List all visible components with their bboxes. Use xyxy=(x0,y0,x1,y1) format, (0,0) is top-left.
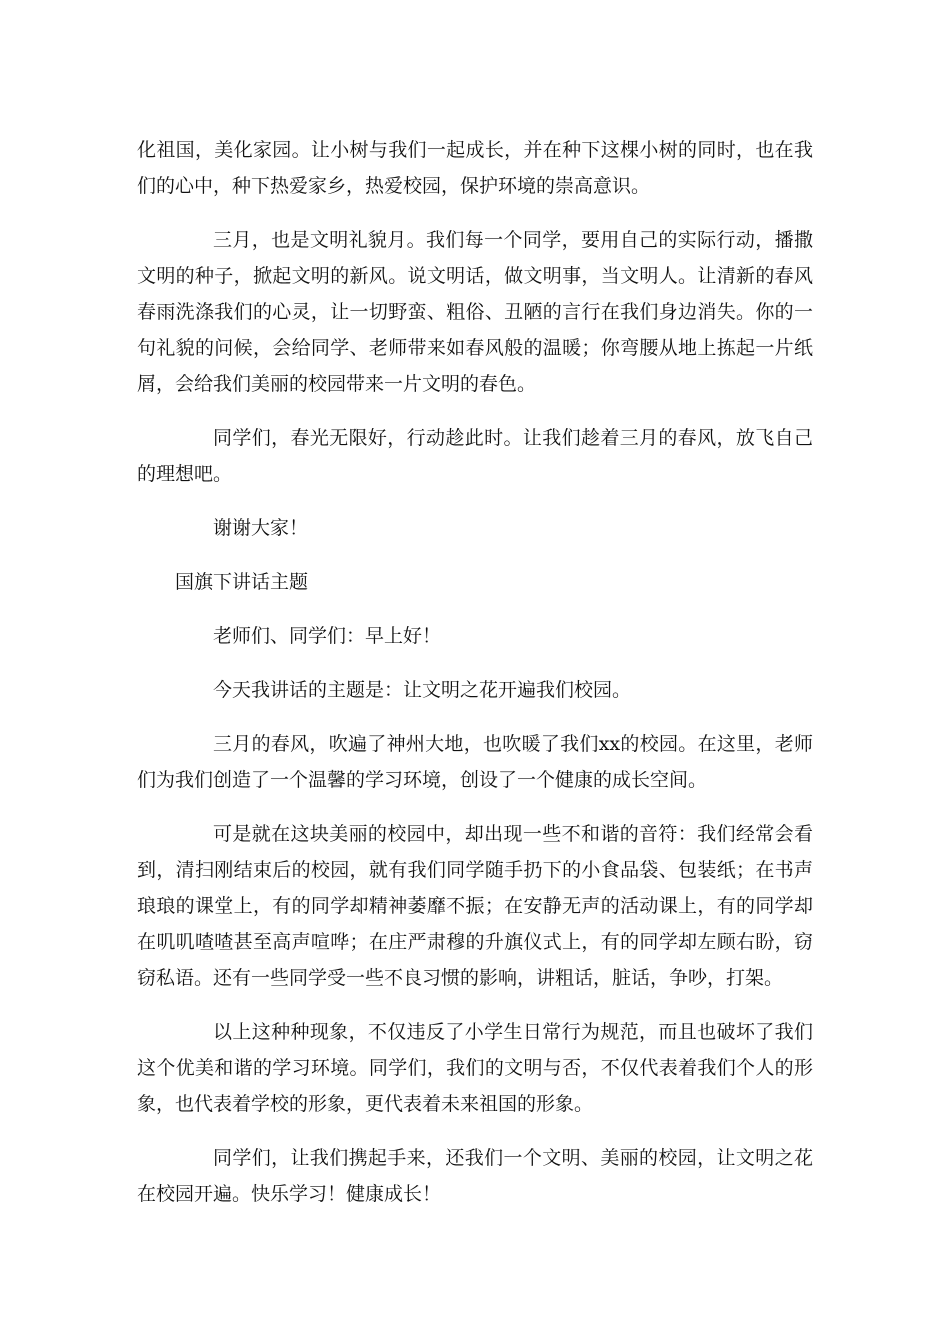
paragraph-thanks: 谢谢大家！ xyxy=(213,517,309,539)
paragraph-civility-month: 三月，也是文明礼貌月。我们每一个同学，要用自己的实际行动，播撒文明的种子，掀起文明的新风。说文明话，做文明事，当文明人。让清新的春风春雨洗涤我们的心灵，让一切野蛮、粗俗、丑陋的言行在我们身边消失。你的一句礼貌的问候，会给同学、老师带来如春风般的温暖；你弯腰从地上拣起一片纸屑，会给我们美丽的校园带来一片文明的春色。 xyxy=(137,229,813,395)
paragraph-spring-call: 同学们，春光无限好，行动趁此时。让我们趁着三月的春风，放飞自己的理想吧。 xyxy=(137,427,813,485)
paragraph-phenomena: 以上这种种现象，不仅违反了小学生日常行为规范，而且也破坏了我们这个优美和谐的学习环境。同学们，我们的文明与否，不仅代表着我们个人的形象，也代表着学校的形象，更代表着未来祖国的形象。 xyxy=(137,1021,813,1115)
section-heading: 国旗下讲话主题 xyxy=(175,571,309,593)
paragraph-greeting: 老师们、同学们：早上好！ xyxy=(213,625,442,647)
paragraph-closing: 同学们，让我们携起手来，还我们一个文明、美丽的校园，让文明之花在校园开遍。快乐学习！健康成长！ xyxy=(137,1147,813,1205)
document-body xyxy=(137,132,813,1230)
paragraph-topic: 今天我讲话的主题是：让文明之花开遍我们校园。 xyxy=(213,679,632,701)
paragraph-disharmony: 可是就在这块美丽的校园中，却出现一些不和谐的音符：我们经常会看到，清扫刚结束后的校园，就有我们同学随手扔下的小食品袋、包装纸；在书声琅琅的课堂上，有的同学却精神萎靡不振；在安静无声的活动课上，有的同学却在叽叽喳喳甚至高声喧哗；在庄严肃穆的升旗仪式上，有的同学却左顾右盼，窃窃私语。还有一些同学受一些不良习惯的影响，讲粗话，脏话，争吵，打架。 xyxy=(137,823,813,989)
paragraph-spring-breeze: 三月的春风，吹遍了神州大地，也吹暖了我们xx的校园。在这里，老师们为我们创造了一个温馨的学习环境，创设了一个健康的成长空间。 xyxy=(137,733,813,791)
paragraph-continuation: 化祖国，美化家园。让小树与我们一起成长，并在种下这棵小树的同时，也在我们的心中，种下热爱家乡，热爱校园，保护环境的崇高意识。 xyxy=(137,139,813,197)
